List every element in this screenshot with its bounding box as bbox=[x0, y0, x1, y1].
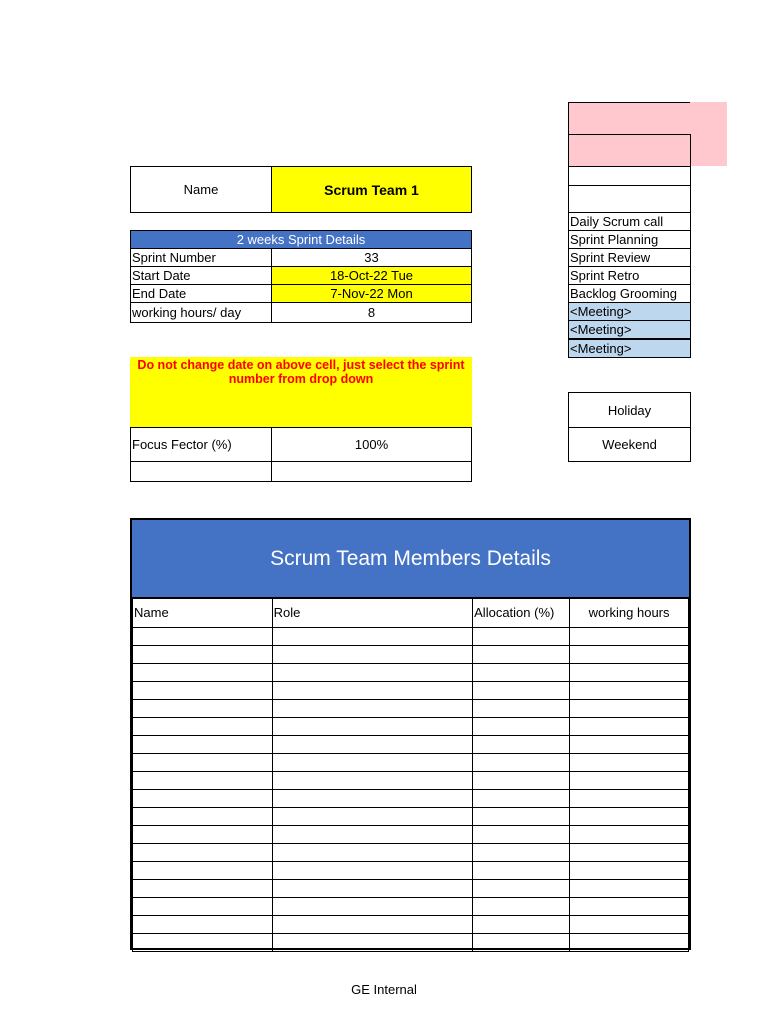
table-cell[interactable] bbox=[133, 664, 273, 682]
table-cell[interactable] bbox=[473, 628, 570, 646]
table-cell[interactable] bbox=[473, 718, 570, 736]
table-row bbox=[133, 898, 689, 916]
sprint-details-header: 2 weeks Sprint Details bbox=[130, 230, 472, 249]
table-row bbox=[133, 916, 689, 934]
members-title-text: Scrum Team Members Details bbox=[270, 546, 551, 570]
table-cell[interactable] bbox=[133, 844, 273, 862]
col-header-allocation: Allocation (%) bbox=[473, 599, 570, 628]
table-cell[interactable] bbox=[570, 628, 689, 646]
table-row bbox=[133, 808, 689, 826]
table-cell[interactable] bbox=[133, 898, 273, 916]
legend-blank-1[interactable] bbox=[568, 166, 691, 186]
warning-note: Do not change date on above cell, just select the sprint number from drop down bbox=[130, 357, 472, 428]
table-cell[interactable] bbox=[473, 862, 570, 880]
table-cell[interactable] bbox=[133, 628, 273, 646]
table-cell[interactable] bbox=[133, 736, 273, 754]
table-cell[interactable] bbox=[133, 700, 273, 718]
legend-meeting-3: <Meeting> bbox=[568, 339, 691, 358]
working-hours-value[interactable]: 8 bbox=[271, 302, 472, 323]
table-cell[interactable] bbox=[570, 880, 689, 898]
table-cell[interactable] bbox=[473, 880, 570, 898]
table-cell[interactable] bbox=[570, 772, 689, 790]
focus-factor-label: Focus Fector (%) bbox=[130, 427, 272, 462]
table-cell[interactable] bbox=[133, 646, 273, 664]
table-cell[interactable] bbox=[272, 808, 472, 826]
table-row bbox=[133, 934, 689, 952]
table-cell[interactable] bbox=[133, 790, 273, 808]
end-date-label: End Date bbox=[130, 284, 272, 303]
table-row bbox=[133, 700, 689, 718]
table-cell[interactable] bbox=[570, 646, 689, 664]
table-row bbox=[133, 646, 689, 664]
table-row bbox=[133, 754, 689, 772]
swatch-border-mid bbox=[568, 134, 691, 167]
table-cell[interactable] bbox=[272, 898, 472, 916]
table-row bbox=[133, 628, 689, 646]
table-row bbox=[133, 718, 689, 736]
table-cell[interactable] bbox=[272, 934, 472, 952]
table-cell[interactable] bbox=[133, 772, 273, 790]
table-cell[interactable] bbox=[570, 844, 689, 862]
table-cell[interactable] bbox=[272, 664, 472, 682]
members-header-row bbox=[133, 599, 689, 628]
table-cell[interactable] bbox=[570, 754, 689, 772]
table-cell[interactable] bbox=[570, 718, 689, 736]
table-cell[interactable] bbox=[272, 862, 472, 880]
table-row bbox=[133, 880, 689, 898]
table-cell[interactable] bbox=[570, 826, 689, 844]
focus-factor-value[interactable]: 100% bbox=[271, 427, 472, 462]
end-date-value[interactable]: 7-Nov-22 Mon bbox=[271, 284, 472, 303]
legend-sprint-review: Sprint Review bbox=[568, 248, 691, 267]
members-grid bbox=[132, 598, 689, 952]
table-cell[interactable] bbox=[570, 898, 689, 916]
table-cell[interactable] bbox=[133, 754, 273, 772]
legend-meeting-2: <Meeting> bbox=[568, 320, 691, 339]
legend-weekend: Weekend bbox=[568, 427, 691, 462]
table-cell[interactable] bbox=[133, 934, 273, 952]
table-cell[interactable] bbox=[473, 772, 570, 790]
legend-sprint-retro: Sprint Retro bbox=[568, 266, 691, 285]
legend-meeting-1: <Meeting> bbox=[568, 302, 691, 321]
table-cell[interactable] bbox=[473, 736, 570, 754]
working-hours-label: working hours/ day bbox=[130, 302, 272, 323]
table-cell[interactable] bbox=[473, 934, 570, 952]
legend-blank-2[interactable] bbox=[568, 185, 691, 213]
footer-label: GE Internal bbox=[351, 982, 417, 997]
table-cell[interactable] bbox=[570, 790, 689, 808]
blank-cell-left[interactable] bbox=[130, 461, 272, 482]
legend-backlog-grooming: Backlog Grooming bbox=[568, 284, 691, 303]
table-cell[interactable] bbox=[473, 808, 570, 826]
table-cell[interactable] bbox=[272, 682, 472, 700]
table-cell[interactable] bbox=[133, 718, 273, 736]
sprint-number-label: Sprint Number bbox=[130, 248, 272, 267]
table-cell[interactable] bbox=[133, 916, 273, 934]
table-cell[interactable] bbox=[570, 664, 689, 682]
table-cell[interactable] bbox=[272, 772, 472, 790]
col-header-working-hours: working hours bbox=[570, 599, 689, 628]
table-cell[interactable] bbox=[272, 718, 472, 736]
start-date-value[interactable]: 18-Oct-22 Tue bbox=[271, 266, 472, 285]
team-name-label: Name bbox=[130, 166, 272, 213]
table-cell[interactable] bbox=[473, 664, 570, 682]
table-cell[interactable] bbox=[272, 628, 472, 646]
table-row bbox=[133, 826, 689, 844]
table-cell[interactable] bbox=[133, 682, 273, 700]
table-cell[interactable] bbox=[133, 826, 273, 844]
table-cell[interactable] bbox=[272, 790, 472, 808]
table-row bbox=[133, 772, 689, 790]
start-date-label: Start Date bbox=[130, 266, 272, 285]
swatch-border-top bbox=[568, 102, 690, 135]
table-cell[interactable] bbox=[570, 682, 689, 700]
table-cell[interactable] bbox=[473, 844, 570, 862]
table-cell[interactable] bbox=[570, 700, 689, 718]
table-cell[interactable] bbox=[272, 844, 472, 862]
legend-sprint-planning: Sprint Planning bbox=[568, 230, 691, 249]
table-row bbox=[133, 844, 689, 862]
table-row bbox=[133, 862, 689, 880]
table-cell[interactable] bbox=[473, 790, 570, 808]
table-cell[interactable] bbox=[133, 808, 273, 826]
table-row bbox=[133, 790, 689, 808]
table-cell[interactable] bbox=[133, 862, 273, 880]
blank-cell-right[interactable] bbox=[271, 461, 472, 482]
table-cell[interactable] bbox=[133, 880, 273, 898]
table-cell[interactable] bbox=[473, 916, 570, 934]
table-cell[interactable] bbox=[570, 736, 689, 754]
table-cell[interactable] bbox=[570, 916, 689, 934]
table-cell[interactable] bbox=[272, 880, 472, 898]
table-cell[interactable] bbox=[473, 754, 570, 772]
table-cell[interactable] bbox=[272, 826, 472, 844]
col-header-name: Name bbox=[133, 599, 273, 628]
table-cell[interactable] bbox=[473, 682, 570, 700]
table-cell[interactable] bbox=[570, 934, 689, 952]
legend-holiday: Holiday bbox=[568, 392, 691, 428]
col-header-role: Role bbox=[272, 599, 472, 628]
members-table bbox=[130, 518, 691, 950]
table-row bbox=[133, 682, 689, 700]
table-cell[interactable] bbox=[473, 898, 570, 916]
table-row bbox=[133, 736, 689, 754]
table-cell[interactable] bbox=[570, 808, 689, 826]
table-cell[interactable] bbox=[473, 826, 570, 844]
sprint-number-value[interactable]: 33 bbox=[271, 248, 472, 267]
members-title bbox=[132, 520, 689, 598]
table-cell[interactable] bbox=[473, 646, 570, 664]
table-cell[interactable] bbox=[473, 700, 570, 718]
table-cell[interactable] bbox=[272, 916, 472, 934]
legend-daily-scrum: Daily Scrum call bbox=[568, 212, 691, 231]
table-cell[interactable] bbox=[272, 754, 472, 772]
team-name-value[interactable]: Scrum Team 1 bbox=[271, 166, 472, 213]
table-cell[interactable] bbox=[272, 700, 472, 718]
table-cell[interactable] bbox=[570, 862, 689, 880]
table-row bbox=[133, 664, 689, 682]
table-cell[interactable] bbox=[272, 736, 472, 754]
table-cell[interactable] bbox=[272, 646, 472, 664]
